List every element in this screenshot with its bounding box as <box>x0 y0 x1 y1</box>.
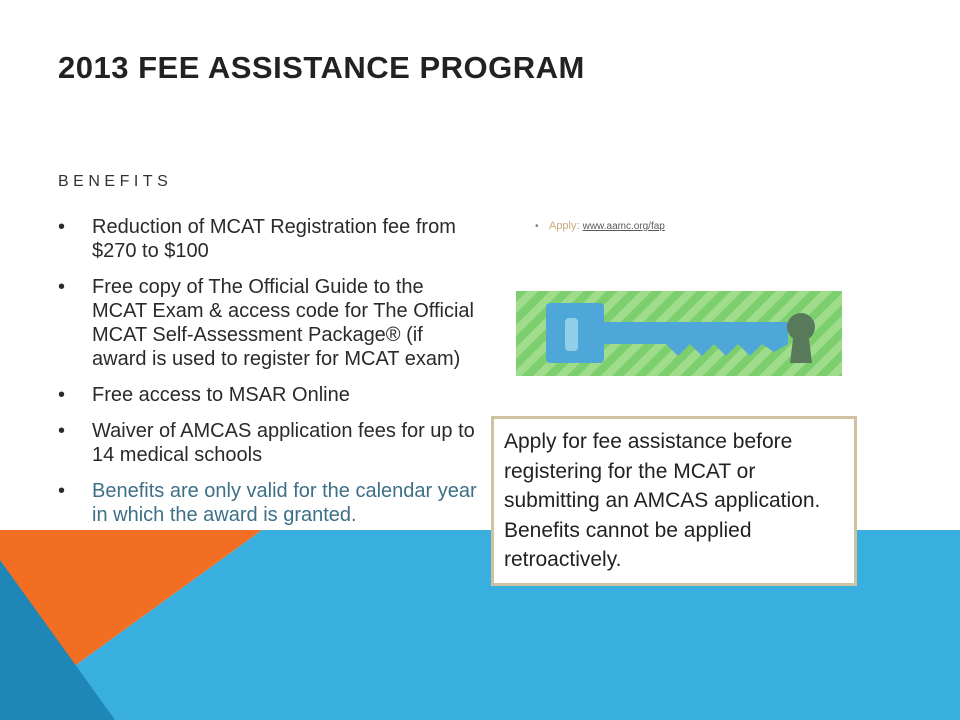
benefit-item <box>58 215 478 263</box>
bullet-dot: • <box>58 384 66 406</box>
benefit-text: Free copy of The Official Guide to the MCAT Exam & access code for The Official MCAT Self-Assessment Package® (if award is used to register for MCAT exam) <box>92 276 474 370</box>
bullet-dot: • <box>58 480 66 502</box>
benefit-text: Reduction of MCAT Registration fee from $270 to $100 <box>92 216 456 262</box>
callout-emphasis: before <box>732 430 793 453</box>
callout-box <box>491 416 857 586</box>
slide-title: 2013 FEE ASSISTANCE PROGRAM <box>58 50 585 85</box>
benefit-item-validity <box>58 479 478 527</box>
apply-label: Apply: <box>548 220 583 232</box>
callout-text: Apply for fee assistance <box>504 430 733 453</box>
bullet-dot: • <box>535 221 539 232</box>
bullet-dot: • <box>58 276 66 298</box>
benefit-item <box>58 275 478 371</box>
benefit-item <box>58 383 478 407</box>
bullet-dot: • <box>58 420 66 442</box>
benefit-text: Benefits are only valid for the calendar year in which the award is granted. <box>92 480 477 526</box>
apply-line <box>535 220 665 232</box>
benefit-text: Waiver of AMCAS application fees for up to 14 medical schools <box>92 420 475 466</box>
key-illustration <box>516 291 842 376</box>
benefits-list <box>58 215 478 539</box>
benefit-item <box>58 419 478 467</box>
callout-text-continued: registering for the MCAT or submitting an AMCAS application. Benefits cannot be applied retroactively. <box>504 459 821 571</box>
apply-link[interactable]: www.aamc.org/fap <box>582 221 665 232</box>
slide-subtitle: BENEFITS <box>58 173 173 190</box>
benefit-text: Free access to MSAR Online <box>92 384 350 406</box>
bullet-dot: • <box>58 216 66 238</box>
